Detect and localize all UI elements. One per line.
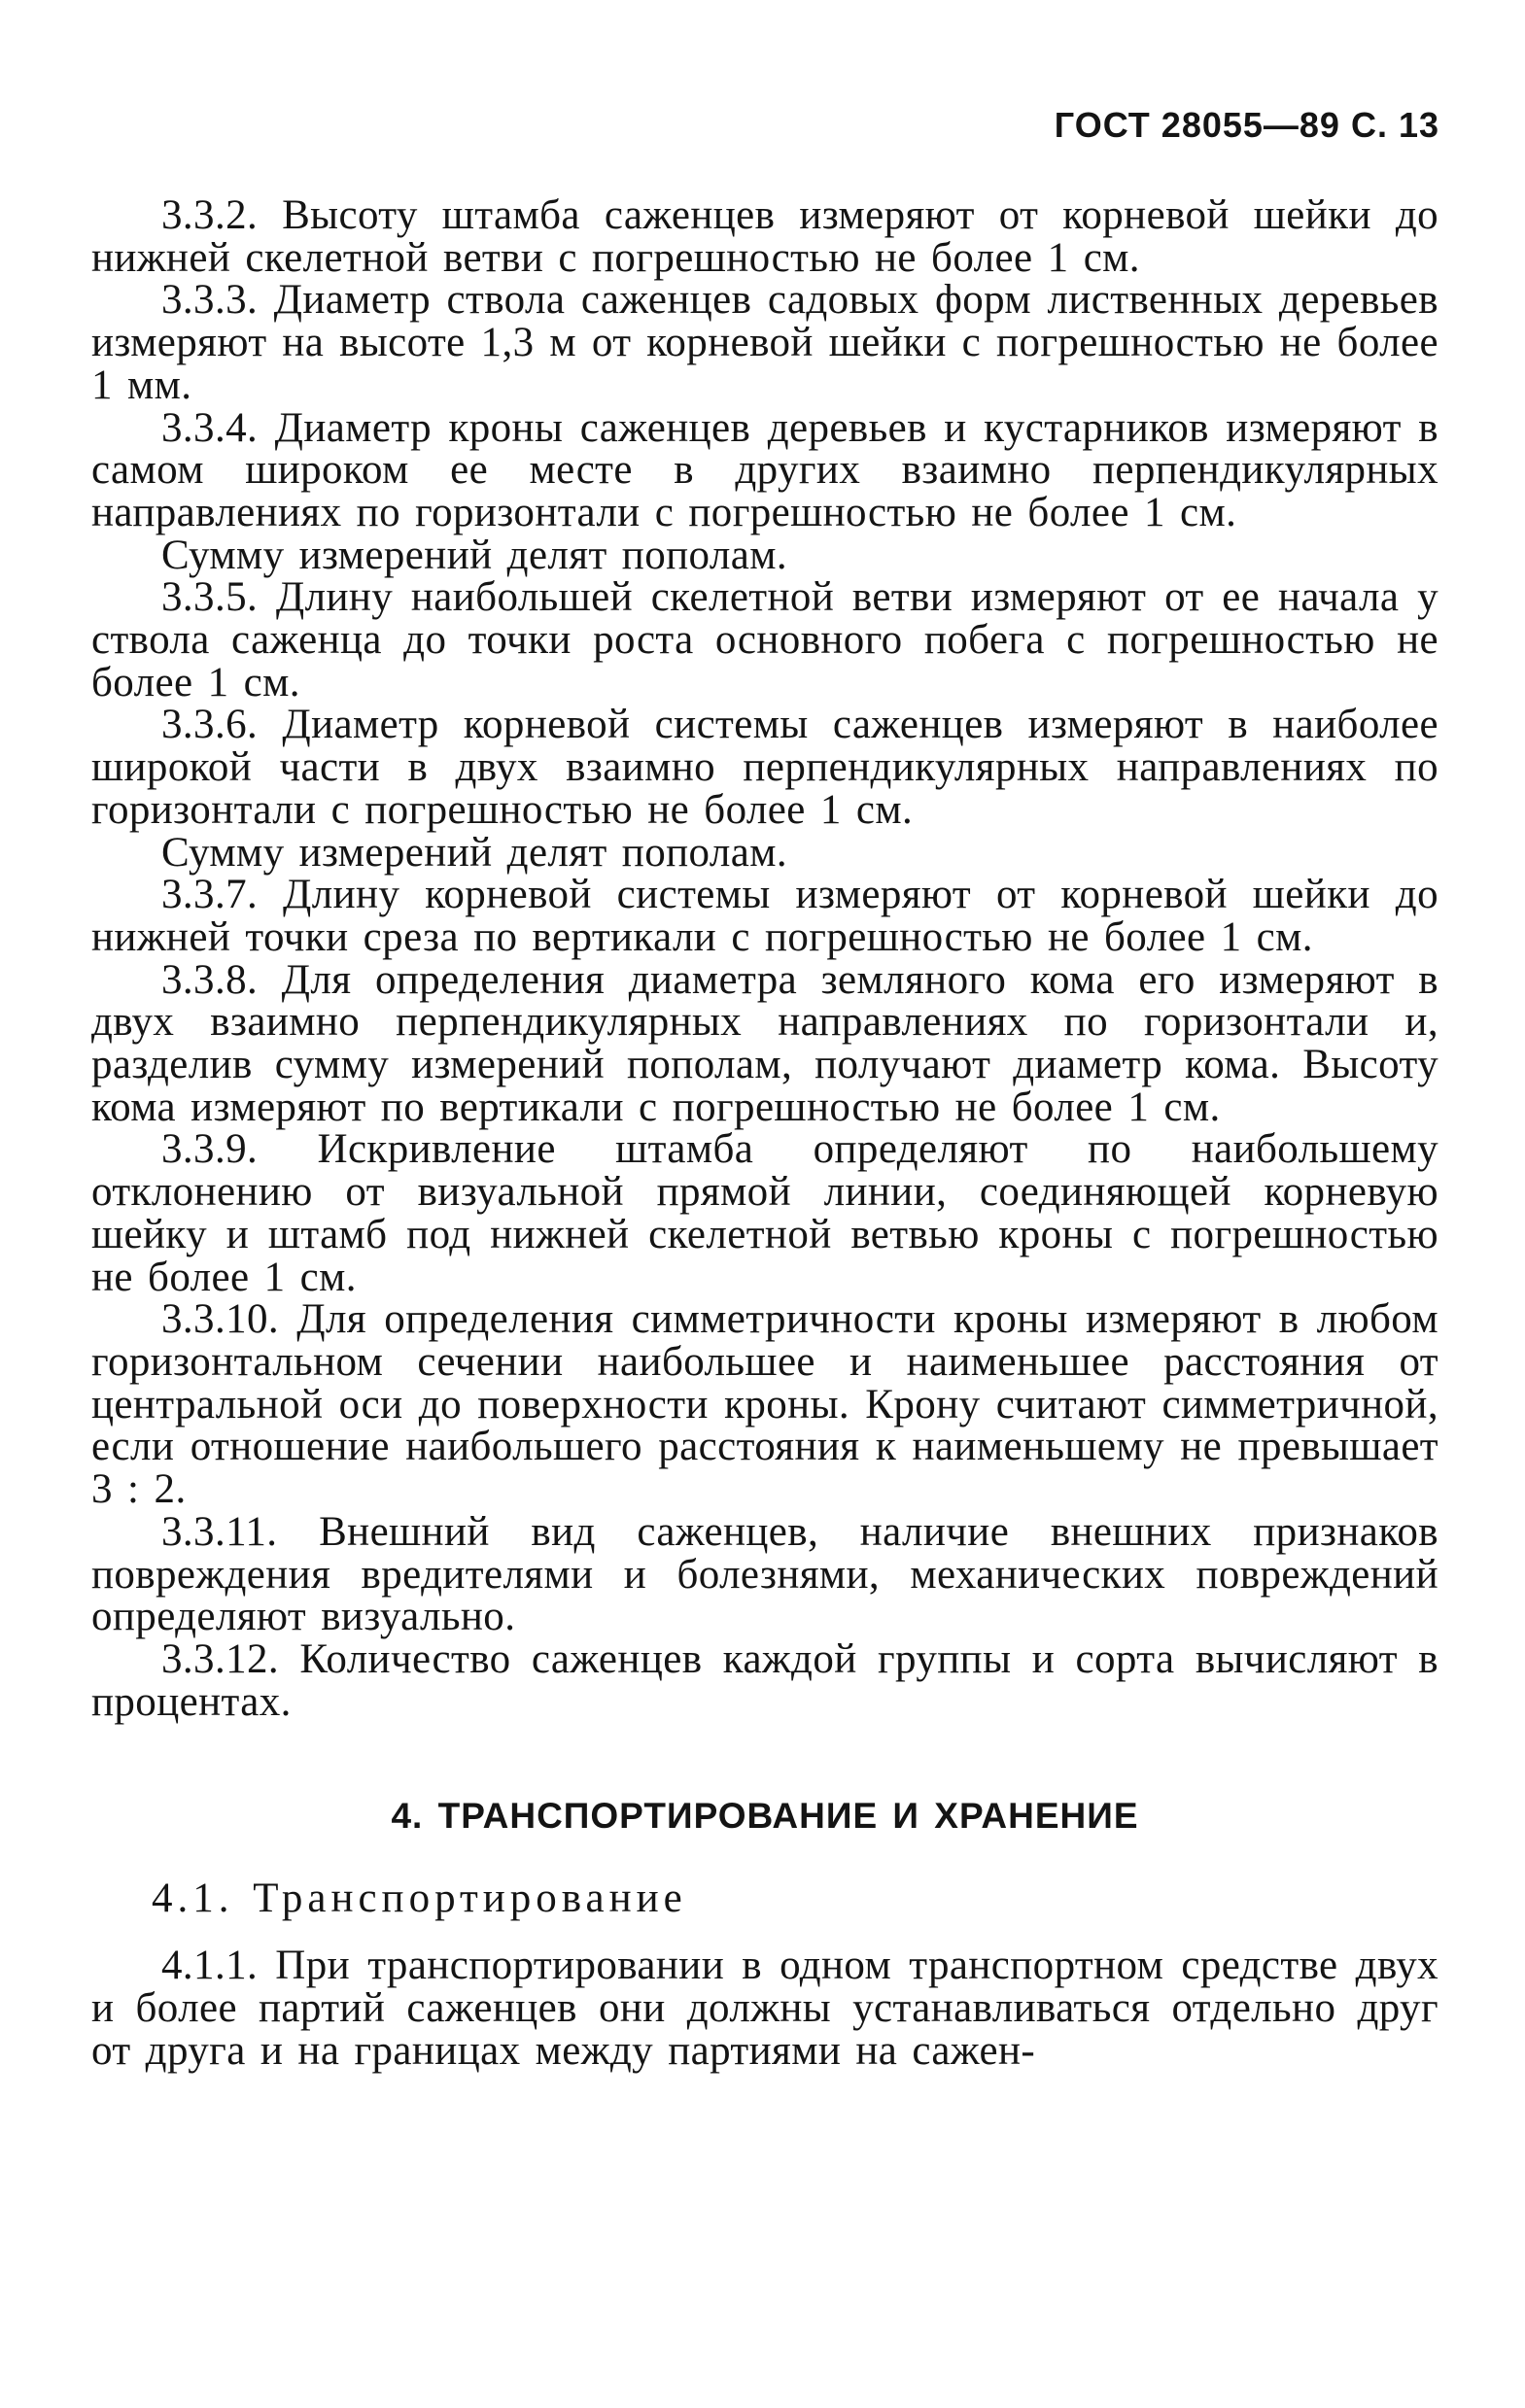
paragraph-4-1-1: 4.1.1. При транспортировании в одном транспортном средстве двух и более партий саженцев они должны устанавливаться отдельно друг от друга и на границах между партиями на сажен- [91, 1943, 1438, 2074]
paragraph-3-3-12: 3.3.12. Количество саженцев каждой группы и сорта вычисляют в процентах. [91, 1635, 1438, 1725]
paragraph-3-3-4: 3.3.4. Диаметр кроны саженцев деревьев и кустарников измеряют в самом широком ее месте в других взаимно перпендикулярных направлениях по горизонтали с погрешностью не более 1 см. [91, 404, 1438, 535]
subsection-heading: 4.1. Транспортирование [152, 1875, 687, 1922]
paragraph-3-3-6: 3.3.6. Диаметр корневой системы саженцев измеряют в наиболее широкой части в двух взаимно перпендикулярных направлениях по горизонтали с погрешностью не более 1 см. [91, 702, 1438, 833]
paragraph-3-3-6-note: Сумму измерений делят пополам. [161, 829, 787, 876]
running-header: ГОСТ 28055—89 С. 13 [1054, 105, 1439, 145]
section-heading: 4. ТРАНСПОРТИРОВАНИЕ И ХРАНЕНИЕ [391, 1796, 1139, 1837]
paragraph-3-3-2: 3.3.2. Высоту штамба саженцев измеряют от корневой шейки до нижней скелетной ветви с погрешностью не более 1 см. [91, 192, 1438, 281]
paragraph-3-3-4-note: Сумму измерений делят пополам. [161, 532, 787, 578]
paragraph-3-3-7: 3.3.7. Длину корневой системы измеряют от корневой шейки до нижней точки среза по вертикали с погрешностью не более 1 см. [91, 872, 1438, 960]
paragraph-3-3-11: 3.3.11. Внешний вид саженцев, наличие внешних признаков повреждения вредителями и болезнями, механических повреждений определяют визуально. [91, 1508, 1438, 1640]
paragraph-3-3-9: 3.3.9. Искривление штамба определяют по наибольшему отклонению от визуальной прямой линии, соединяющей корневую шейку и штамб под нижней скелетной ветвью кроны с погрешностью не более 1 см. [91, 1126, 1438, 1300]
paragraph-3-3-5: 3.3.5. Длину наибольшей скелетной ветви измеряют от ее начала у ствола саженца до точки роста основного побега с погрешностью не более 1 см. [91, 574, 1438, 705]
paragraph-3-3-8: 3.3.8. Для определения диаметра земляного кома его измеряют в двух взаимно перпендикулярных направлениях по горизонтали и, разделив сумму измерений пополам, получают диаметр кома. Высоту кома измеряют по вертикали с погрешностью не более 1 см. [91, 956, 1438, 1130]
paragraph-3-3-10: 3.3.10. Для определения симметричности кроны измеряют в любом горизонтальном сечении наибольшее и наименьшее расстояния от центральной оси до поверхности кроны. Крону считают симметричной, если отношение наибольшего расстояния к наименьшему не превышает 3 : 2. [91, 1296, 1438, 1513]
body-text [91, 194, 1438, 2072]
paragraph-3-3-3: 3.3.3. Диаметр ствола саженцев садовых форм лиственных деревьев измеряют на высоте 1,3 м от корневой шейки с погрешностью не более 1 мм. [91, 277, 1438, 408]
